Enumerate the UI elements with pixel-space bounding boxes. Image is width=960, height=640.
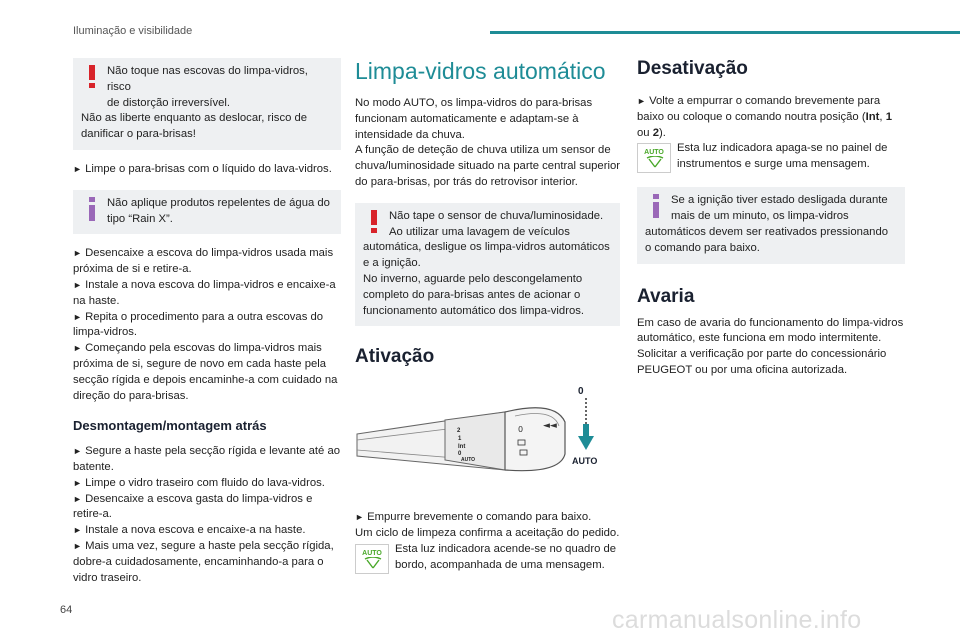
page-title: Limpa-vidros automático [355, 58, 606, 84]
fault-heading: Avaria [637, 285, 695, 307]
warning-box [355, 203, 620, 327]
watermark: carmanualsonline.info [612, 606, 862, 634]
fault-text: Em caso de avaria do funcionamento do limpa-vidros automático, este funciona em modo intermitente. Solicitar a verificação por parte do concessionário PEUGEOT ou por uma oficina autorizada. [637, 316, 904, 376]
wiper-indicator-icon: AUTO [637, 143, 671, 173]
info-text-2: tipo “Rain X”. [107, 212, 173, 225]
warning-icon [85, 64, 99, 90]
info-text-2: mais de um minuto, os limpa-vidros [671, 210, 849, 223]
info-box [73, 190, 341, 235]
deactivation-heading: Desativação [637, 58, 748, 79]
info-icon [85, 196, 99, 222]
step-item: ► Limpe o para-brisas com o líquido do lava-vidros. [73, 162, 332, 175]
warning-text-4: danificar o para-brisas! [81, 128, 196, 141]
indicator-text: Esta luz indicadora apaga-se no painel de instrumentos e surge uma mensagem. [677, 142, 888, 171]
rear-steps-list: ► Segure a haste pela secção rígida e levante até ao batente. ► Limpe o vidro traseiro com fluido do lava-vidros. ► Desencaixe a escova gasta do limpa-vidros e retire-a. ► Instale a nova escova e encaixe-a na haste. ► Mais uma vez, segure a haste pela secção rígida, dobre-a cuidadosamente, encaminhando-a para o vidro traseiro. [73, 445, 341, 584]
info-text-1: Se a ignição tiver estado desligada durante [671, 194, 888, 207]
svg-text:0: 0 [518, 425, 524, 435]
column-3 [637, 58, 905, 391]
warning-text-3: automática, desligue os limpa-vidros automáticos e a ignição. [363, 241, 610, 270]
step-item: Instale a nova escova do limpa-vidros e encaixe-a na haste. [73, 278, 336, 307]
step-item: Limpe o vidro traseiro com fluido do lava-vidros. [85, 476, 325, 489]
stalk-label-auto: AUTO [461, 457, 476, 464]
header-accent-bar [490, 31, 960, 34]
indicator-row [355, 542, 620, 578]
info-icon [649, 193, 663, 219]
step-item: Instale a nova escova e encaixe-a na haste. [85, 524, 306, 537]
column-2 [355, 58, 620, 578]
step-item: Desencaixe a escova gasta do limpa-vidros e retire-a. [73, 492, 313, 521]
info-text-3: automáticos devem ser reativados pressionando o comando para baixo. [645, 225, 889, 254]
wiper-indicator-icon: AUTO [355, 544, 389, 574]
indicator-text: Esta luz indicadora acende-se no quadro de bordo, acompanhada de uma mensagem. [395, 542, 617, 571]
rear-heading: Desmontagem/montagem atrás [73, 418, 267, 434]
warning-text-1: Não toque nas escovas do limpa-vidros, risco [107, 65, 308, 93]
step-item: Segure a haste pela secção rígida e levante até ao batente. [73, 445, 341, 473]
step-item: Começando pela escovas do limpa-vidros mais próxima de si, segure de novo em cada haste pela secção rígida e depois encaminhe-a com cuidado na direção do para-brisas. [73, 342, 338, 402]
warning-icon [367, 209, 381, 235]
info-text-1: Não aplique produtos repelentes de água do [107, 196, 330, 209]
stalk-label-int: Int [458, 444, 466, 451]
warning-text-3: Não as liberte enquanto as deslocar, risco de [81, 112, 308, 125]
stalk-auto-label: AUTO [572, 456, 598, 467]
stalk-label-1: 1 [458, 436, 462, 443]
warning-text-2: Ao utilizar uma lavagem de veículos [389, 225, 570, 238]
activation-step: ► Empurre brevemente o comando para baixo. Um ciclo de limpeza confirma a aceitação do pedido. [355, 511, 620, 540]
indicator-row [637, 141, 905, 177]
page-number: 64 [60, 604, 73, 616]
intro-text: No modo AUTO, os limpa-vidros do para-brisas funcionam automaticamente e adaptam-se à intensidade da chuva. A função de deteção de chuva utiliza um sensor de chuva/luminosidade situado na parte central superior do para-brisas, por trás do retrovisor interior. [355, 97, 621, 188]
stalk-label-0: 0 [458, 451, 462, 458]
section-title: Iluminação e visibilidade [73, 25, 193, 37]
stalk-label-2: 2 [457, 428, 461, 435]
column-1 [73, 58, 341, 598]
warning-text-2: de distorção irreversível. [107, 96, 231, 109]
step-item: Mais uma vez, segure a haste pela secção rígida, dobre-a cuidadosamente, encaminhando-a para o vidro traseiro. [73, 539, 334, 584]
activation-heading: Ativação [355, 346, 435, 368]
deactivation-step: ► Volte a empurrar o comando brevemente para baixo ou coloque o comando noutra posição (Int, 1 ou 2). [637, 95, 892, 139]
warning-text-1: Não tape o sensor de chuva/luminosidade. [389, 209, 604, 222]
stalk-top-label: 0 [578, 386, 584, 398]
warning-box [73, 58, 341, 150]
step-item: Desencaixe a escova do limpa-vidros usada mais próxima de si e retire-a. [73, 247, 334, 276]
wiper-stalk-illustration [355, 382, 620, 494]
warning-text-4: No inverno, aguarde pelo descongelamento completo do para-brisas antes de acionar o funcionamento automático dos limpa-vidros. [363, 272, 585, 317]
arrow-down-icon [577, 398, 595, 454]
steps-list: ► Desencaixe a escova do limpa-vidros usada mais próxima de si e retire-a. ► Instale a nova escova do limpa-vidros e encaixe-a na haste. ► Repita o procedimento para a outra escovas do limpa-vidros. ► Começando pela escovas do limpa-vidros mais próxima de si, segure de novo em cada haste pela secção rígida e depois encaminhe-a com cuidado na direção do para-brisas. [73, 247, 338, 402]
info-box [637, 187, 905, 263]
step-item: Repita o procedimento para a outra escovas do limpa-vidros. [73, 310, 324, 339]
svg-text:◄◄: ◄◄ [543, 421, 557, 432]
